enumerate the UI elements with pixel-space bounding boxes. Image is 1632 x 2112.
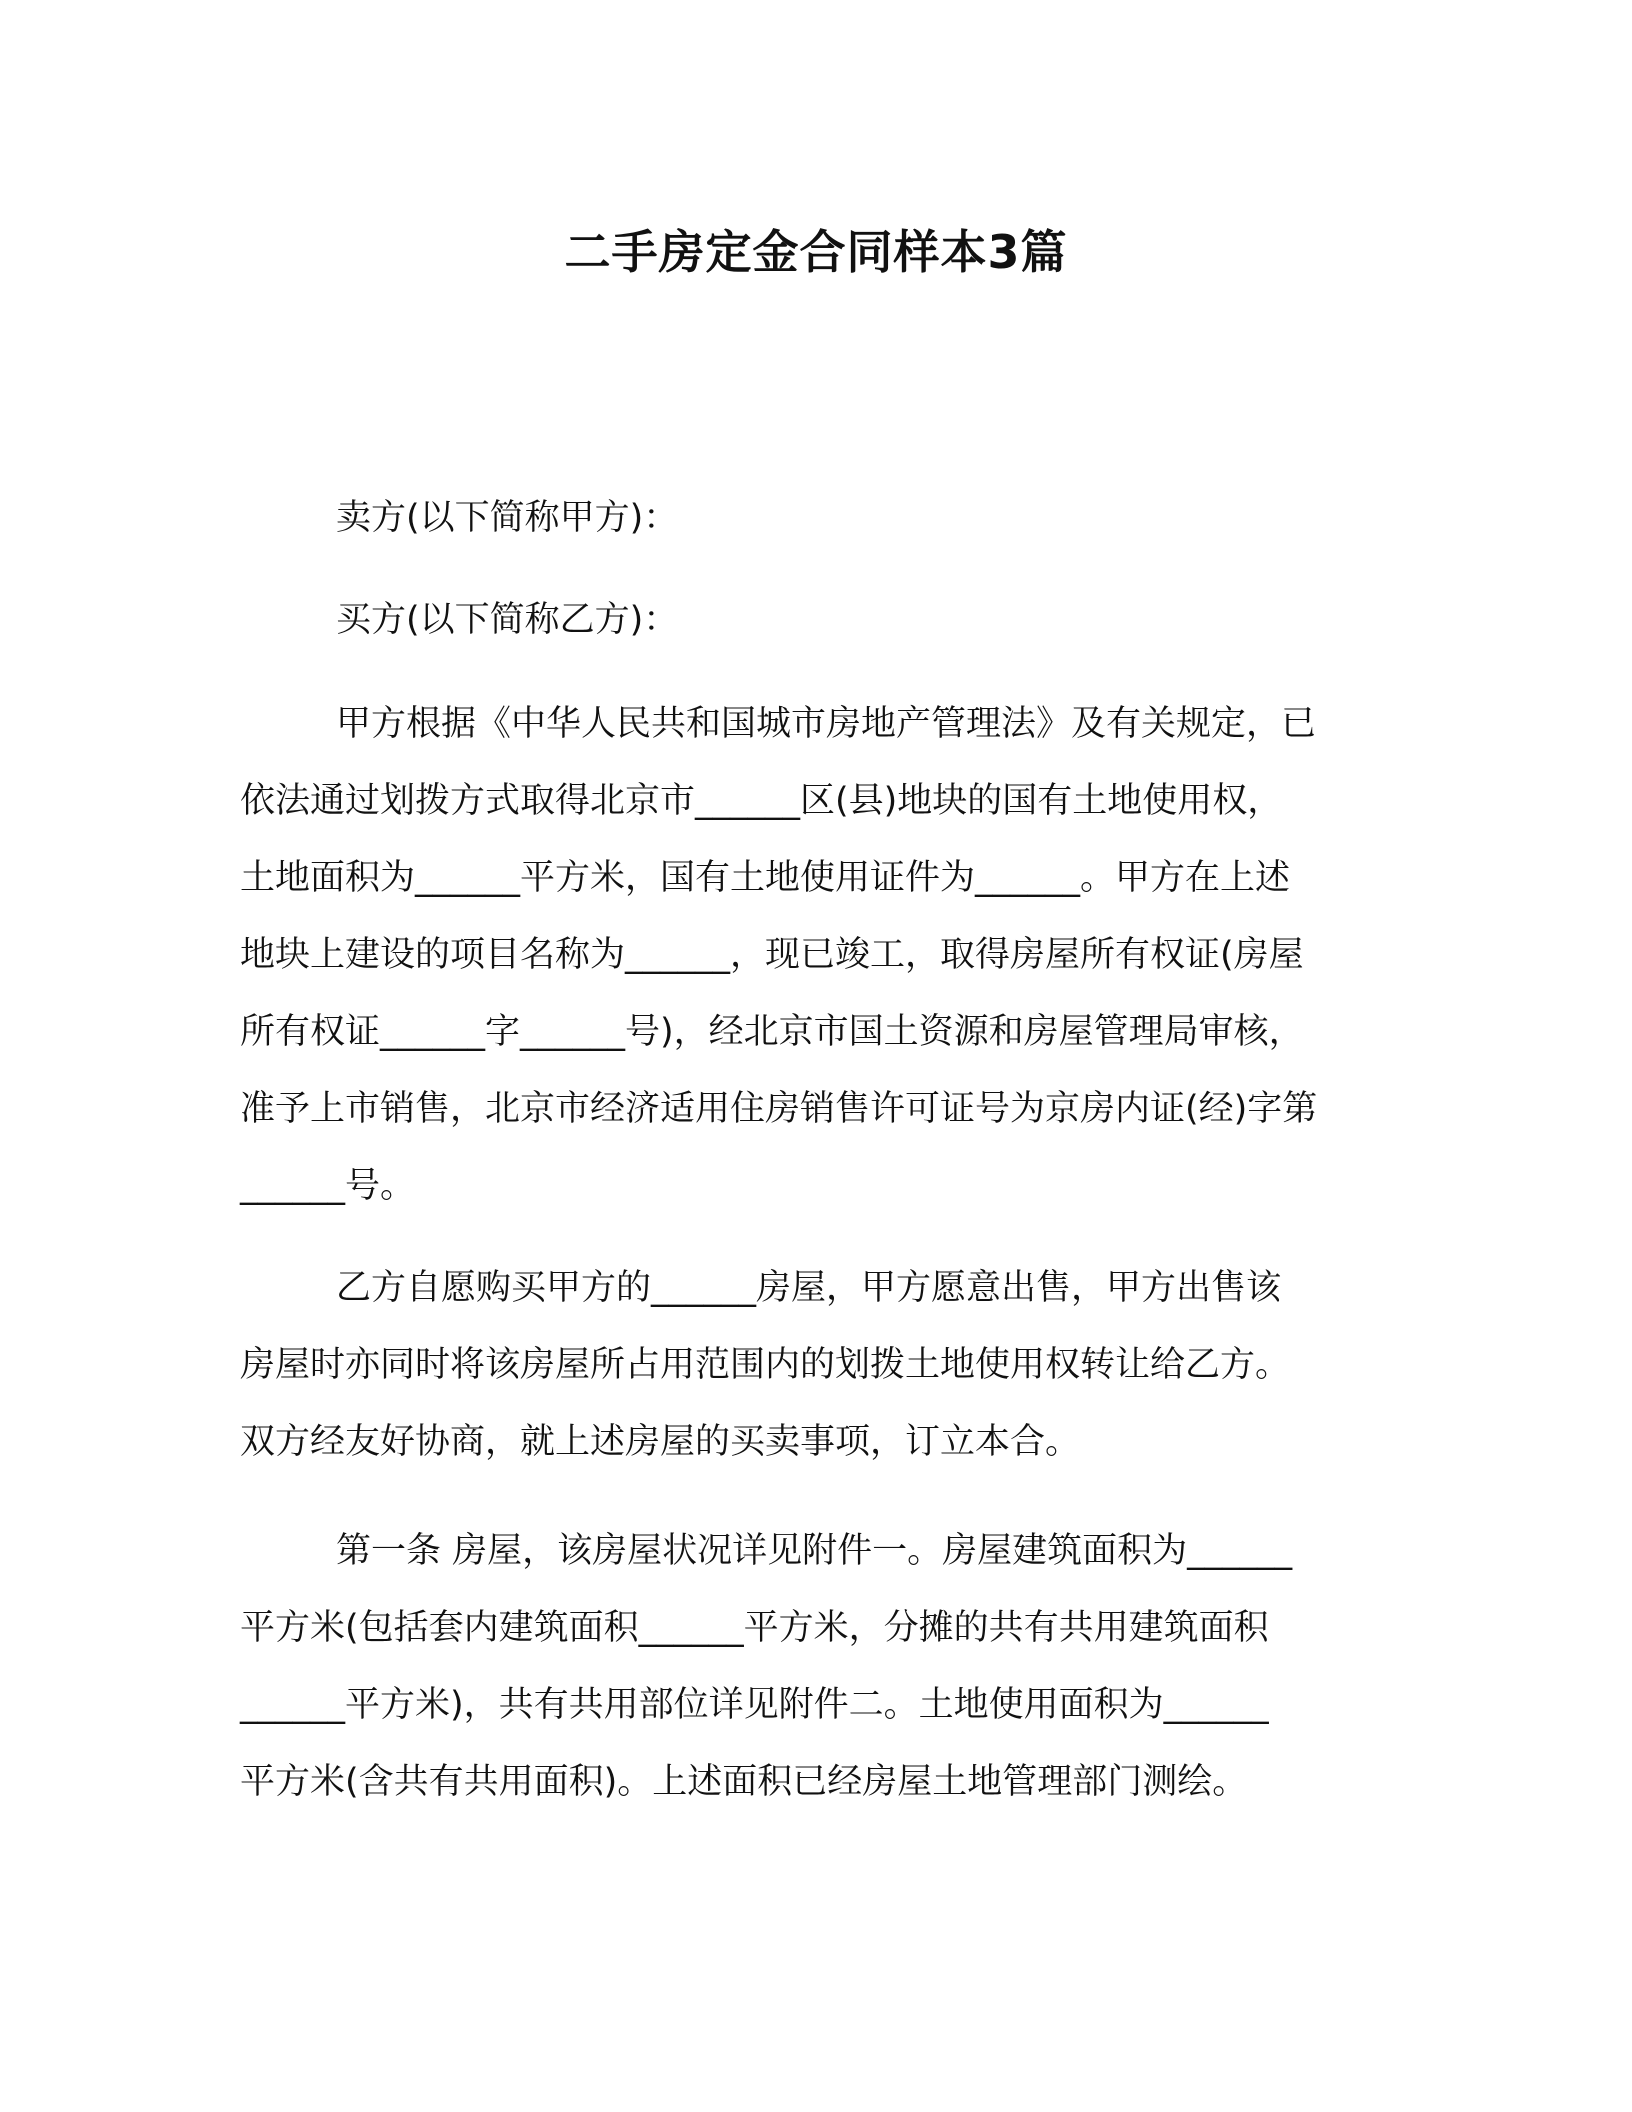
paragraph-article-one xyxy=(240,1513,1392,1821)
paragraph-line: 准予上市销售，北京市经济适用住房销售许可证号为京房内证(经)字第 xyxy=(240,1089,1318,1129)
paragraph-line: ______平方米)，共有共用部位详见附件二。土地使用面积为______ xyxy=(240,1685,1269,1725)
paragraph-line: 土地面积为______平方米，国有土地使用证件为______。甲方在上述 xyxy=(240,858,1291,898)
paragraph-line: 所有权证______字______号)，经北京市国土资源和房屋管理局审核， xyxy=(240,1012,1304,1052)
paragraph-line: 平方米(含共有共用面积)。上述面积已经房屋土地管理部门测绘。 xyxy=(240,1762,1248,1802)
paragraph-line: 乙方自愿购买甲方的______房屋，甲方愿意出售，甲方出售该 xyxy=(336,1268,1282,1308)
paragraph-purchase-intent xyxy=(240,1250,1392,1481)
buyer-label: 买方(以下简称乙方)： xyxy=(336,600,679,640)
paragraph-line: 甲方根据《中华人民共和国城市房地产管理法》及有关规定，已 xyxy=(336,704,1317,744)
paragraph-line: ______号。 xyxy=(240,1166,416,1206)
seller-label: 卖方(以下简称甲方)： xyxy=(336,498,679,538)
paragraph-line: 双方经友好协商，就上述房屋的买卖事项，订立本合。 xyxy=(240,1422,1081,1462)
seller-line xyxy=(240,480,1392,557)
paragraph-line: 地块上建设的项目名称为______，现已竣工，取得房屋所有权证(房屋 xyxy=(240,935,1304,975)
paragraph-land-rights xyxy=(240,686,1392,1225)
document-title: 二手房定金合同样本3篇 xyxy=(564,225,1068,279)
paragraph-line: 平方米(包括套内建筑面积______平方米，分摊的共有共用建筑面积 xyxy=(240,1608,1269,1648)
buyer-line xyxy=(240,582,1392,659)
paragraph-line: 依法通过划拨方式取得北京市______区(县)地块的国有土地使用权， xyxy=(240,781,1283,821)
paragraph-line: 第一条 房屋，该房屋状况详见附件一。房屋建筑面积为______ xyxy=(336,1531,1293,1571)
paragraph-line: 房屋时亦同时将该房屋所占用范围内的划拨土地使用权转让给乙方。 xyxy=(240,1345,1291,1385)
